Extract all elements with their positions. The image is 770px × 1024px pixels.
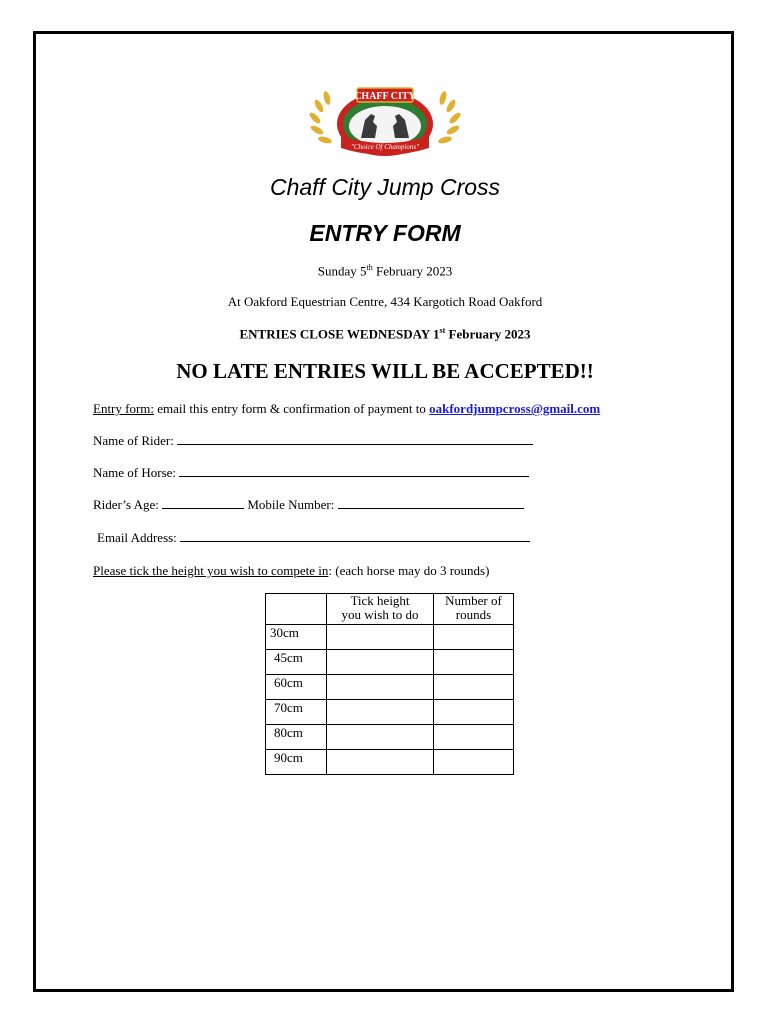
rider-age-label: Rider’s Age: — [93, 497, 159, 512]
table-header-row — [266, 594, 514, 625]
event-date: Sunday 5th February 2023 — [317, 263, 453, 279]
logo-brand-text: CHAFF CITY — [354, 91, 416, 102]
age-mobile-row — [93, 497, 524, 513]
table-header-height — [266, 594, 327, 625]
rider-name-label: Name of Rider: — [93, 433, 174, 448]
wheat-right-icon — [437, 90, 462, 144]
table-row — [266, 625, 514, 650]
tick-cell[interactable] — [327, 675, 434, 700]
email-link[interactable]: oakfordjumpcross@gmail.com — [429, 401, 601, 416]
tick-cell[interactable] — [327, 700, 434, 725]
table-row — [266, 675, 514, 700]
height-cell: 30cm — [266, 625, 327, 650]
rounds-cell[interactable] — [434, 650, 514, 675]
entry-form-instructions: Entry form: email this entry form & confirmation of payment to oakfordjumpcross@gmail.com — [93, 401, 601, 416]
table-row — [266, 700, 514, 725]
table-header-rounds: Number of rounds — [434, 594, 514, 625]
height-cell: 80cm — [266, 725, 327, 750]
height-cell: 60cm — [266, 675, 327, 700]
event-title: Chaff City Jump Cross — [269, 174, 501, 200]
horse-name-label: Name of Horse: — [93, 465, 177, 480]
no-late-entries-notice: NO LATE ENTRIES WILL BE ACCEPTED!! — [176, 359, 594, 383]
table-row — [266, 650, 514, 675]
table-header-tick: Tick height you wish to do — [327, 594, 434, 625]
rounds-cell[interactable] — [434, 725, 514, 750]
tick-cell[interactable] — [327, 650, 434, 675]
chaff-city-logo — [305, 86, 465, 164]
mobile-number-label: Mobile Number: — [247, 497, 335, 512]
entries-close-notice: ENTRIES CLOSE WEDNESDAY 1st February 2023 — [239, 326, 531, 342]
tick-cell[interactable] — [327, 725, 434, 750]
rider-name-field[interactable] — [177, 433, 533, 445]
rounds-cell[interactable] — [434, 700, 514, 725]
rider-age-field[interactable] — [162, 497, 244, 509]
rider-name-row — [93, 433, 533, 449]
table-row — [266, 750, 514, 775]
entry-form-label: Entry form: — [93, 401, 155, 416]
tick-cell[interactable] — [327, 750, 434, 775]
tick-instructions: Please tick the height you wish to compete in: (each horse may do 3 rounds) — [93, 563, 490, 578]
logo-tagline: "Choice Of Champions" — [350, 143, 420, 151]
rounds-cell[interactable] — [434, 750, 514, 775]
table-row — [266, 725, 514, 750]
rounds-cell[interactable] — [434, 675, 514, 700]
horse-name-row — [93, 465, 529, 481]
email-address-row — [97, 530, 530, 546]
wheat-left-icon — [308, 90, 333, 144]
height-selection-table — [265, 593, 514, 775]
email-address-label: Email Address: — [97, 530, 177, 545]
rounds-cell[interactable] — [434, 625, 514, 650]
tick-cell[interactable] — [327, 625, 434, 650]
height-cell: 70cm — [266, 700, 327, 725]
height-cell: 45cm — [266, 650, 327, 675]
height-cell: 90cm — [266, 750, 327, 775]
event-venue: At Oakford Equestrian Centre, 434 Kargotich Road Oakford — [227, 294, 543, 309]
form-title: ENTRY FORM — [309, 220, 461, 246]
horse-name-field[interactable] — [179, 465, 529, 477]
email-address-field[interactable] — [180, 530, 530, 542]
mobile-number-field[interactable] — [338, 497, 524, 509]
